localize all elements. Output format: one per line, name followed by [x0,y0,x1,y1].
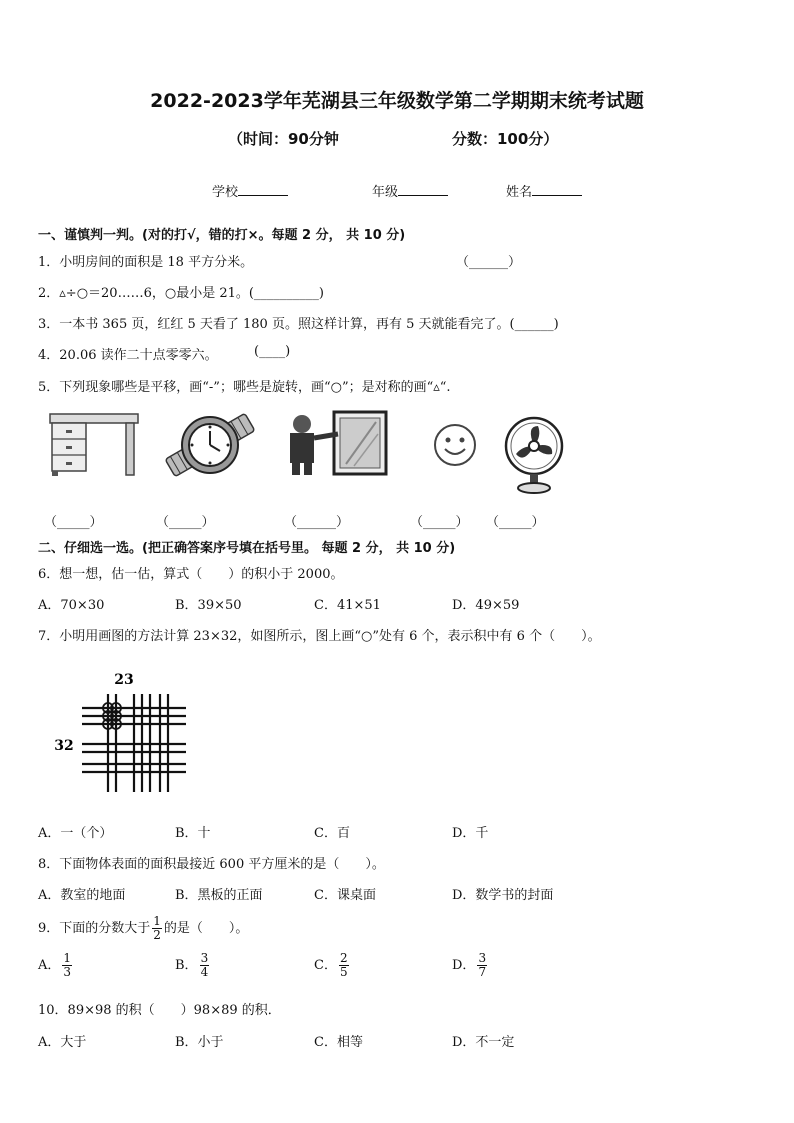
question-7-option-b[interactable]: B．十 [175,826,211,841]
question-9-option-d[interactable]: D． $\frac{3}{7}$ [452,951,487,979]
page-title: 2022-2023学年芜湖县三年级数学第二学期期末统考试题 [150,90,644,112]
grade-blank[interactable] [398,183,448,196]
question-7: 7．小明用画图的方法计算 23×32，如图所示，图上画“○”处有 6 个，表示积中有 6 个（ ）。 [38,629,601,644]
question-8-option-c[interactable]: C．课桌面 [314,888,376,903]
fan-icon [502,416,566,494]
question-6-option-a[interactable]: A．70×30 [38,598,105,613]
smiley-icon [432,422,478,468]
question-5-answer-4[interactable]: （_____） [410,515,469,530]
question-3: 3．一本书 365 页，红红 5 天看了 180 页。照这样计算，再有 5 天就能看完了。(______) [38,317,559,332]
question-9 [38,915,248,942]
question-1-answer[interactable]: （______） [456,255,522,270]
grade-label: 年级 [372,185,399,200]
question-8-option-d[interactable]: D．数学书的封面 [452,888,554,903]
name-field [506,181,582,200]
question-6-option-d[interactable]: D．49×59 [452,598,520,613]
figure-label-23: 23 [114,672,134,688]
person-window-icon [280,410,388,476]
section1-heading: 一、谨慎判一判。(对的打√，错的打×。每题 2 分， 共 10 分) [38,228,406,243]
figure-label-32: 32 [54,738,74,754]
question-7-option-d[interactable]: D．千 [452,826,489,841]
question-6: 6．想一想，估一估，算式（ ）的积小于 2000。 [38,567,344,582]
question-1: 1．小明房间的面积是 18 平方分米。 [38,255,254,270]
fraction-one-half: $\frac{1}{2}$ [153,914,161,942]
question-9-option-c[interactable]: C． $\frac{2}{5}$ [314,951,348,979]
question-4-answer[interactable]: (____) [254,344,291,359]
question-7-option-a[interactable]: A．一（个） [38,826,113,841]
grade-field [372,181,448,200]
question-5-answer-3[interactable]: （______） [284,515,350,530]
question-10-option-c[interactable]: C．相等 [314,1035,363,1050]
school-blank[interactable] [238,183,288,196]
question-7-option-c[interactable]: C．百 [314,826,350,841]
desk-icon [48,410,140,478]
question-8: 8．下面物体表面的面积最接近 600 平方厘米的是（ ）。 [38,857,385,872]
question-2: 2．▵÷○＝20……6，○最小是 21。(__________) [38,286,325,301]
question-8-option-a[interactable]: A．教室的地面 [38,888,126,903]
question-8-option-b[interactable]: B．黑板的正面 [175,888,263,903]
question-6-option-c[interactable]: C．41×51 [314,598,381,613]
question-5-answer-2[interactable]: （_____） [156,515,215,530]
school-field [212,181,288,200]
exam-time: （时间：90分钟 [228,130,339,148]
question-10-option-b[interactable]: B．小于 [175,1035,224,1050]
question-9-text-post: 的是（ ）。 [163,921,249,936]
exam-score: 分数：100分） [452,130,559,148]
school-label: 学校 [212,185,239,200]
watch-icon [160,404,260,486]
question-5: 5．下列现象哪些是平移，画“-”；哪些是旋转，画“○”；是对称的画“▵“. [38,380,451,395]
question-10-option-a[interactable]: A．大于 [38,1035,87,1050]
question-10-option-d[interactable]: D．不一定 [452,1035,515,1050]
name-label: 姓名 [506,185,533,200]
question-4: 4．20.06 读作二十点零零六。 [38,348,218,363]
question-9-option-b[interactable]: B． $\frac{3}{4}$ [175,951,209,979]
question-6-option-b[interactable]: B．39×50 [175,598,242,613]
section2-heading: 二、仔细选一选。(把正确答案序号填在括号里。 每题 2 分， 共 10 分) [38,541,456,556]
line-multiplication-figure [50,668,200,798]
question-9-option-a[interactable]: A． $\frac{1}{3}$ [38,951,72,979]
question-9-text-pre: 9．下面的分数大于 [38,921,151,936]
question-5-answer-5[interactable]: （_____） [486,515,545,530]
question-5-answer-1[interactable]: （_____） [44,515,103,530]
question-10: 10．89×98 的积（ ）98×89 的积． [38,1003,281,1018]
name-blank[interactable] [532,183,582,196]
